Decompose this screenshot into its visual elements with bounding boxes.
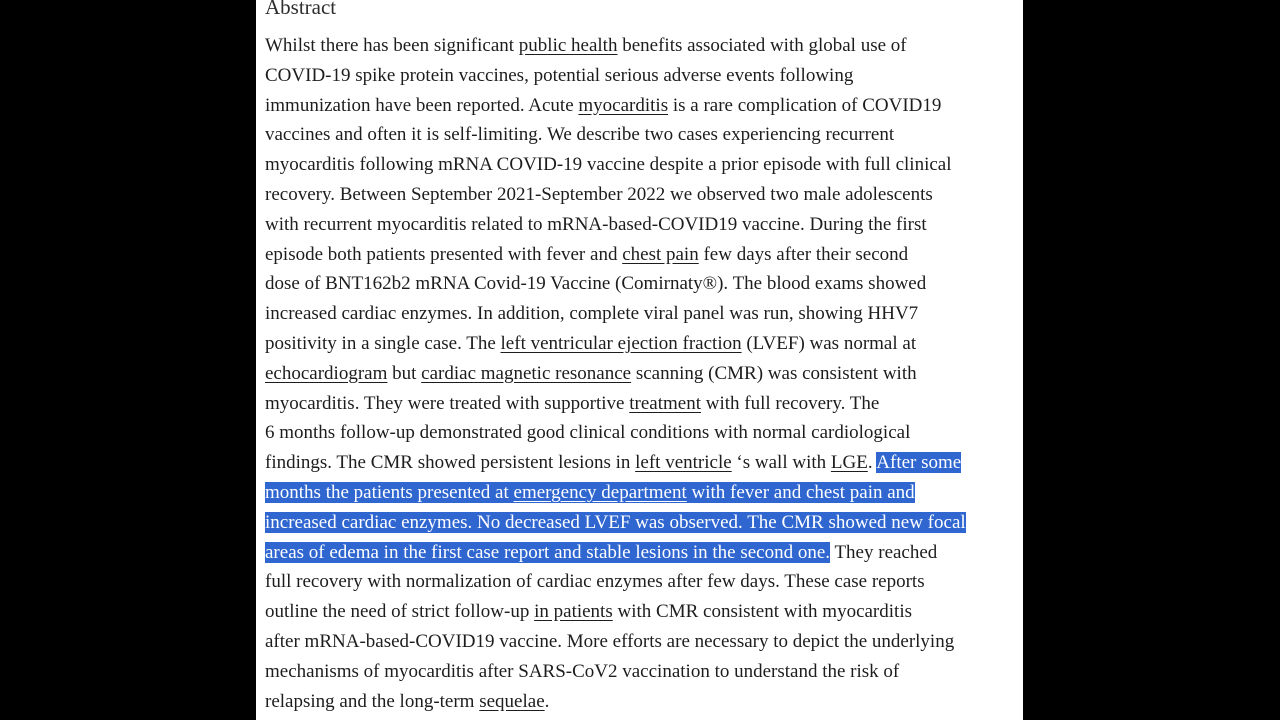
abstract-link[interactable]: treatment [629, 392, 701, 414]
abstract-line [265, 210, 927, 240]
abstract-text: increased cardiac enzymes. No decreased LVEF was observed. The CMR showed new focal [265, 511, 966, 533]
abstract-text: is a rare complication of COVID19 [668, 94, 942, 116]
abstract-text: They reached [830, 541, 938, 563]
abstract-line [265, 91, 941, 121]
abstract-text: with CMR consistent with myocarditis [612, 601, 912, 623]
abstract-text: outline the need of strict follow-up [265, 601, 535, 623]
abstract-text: immunization have been reported. Acute [265, 94, 579, 116]
abstract-text: myocarditis. They were treated with supportive [265, 392, 630, 414]
abstract-line [265, 120, 894, 150]
abstract-text: dose of BNT162b2 mRNA Covid-19 Vaccine (Comirnaty®). The blood exams showed [265, 273, 927, 295]
abstract-link[interactable]: echocardiogram [265, 362, 388, 384]
abstract-link[interactable]: in patients [534, 601, 613, 623]
abstract-text: relapsing and the long-term [265, 690, 480, 712]
abstract-heading: Abstract [265, 0, 337, 19]
abstract-text: recovery. Between September 2021-September 2022 we observed two male adolescents [265, 184, 933, 205]
abstract-link[interactable]: left ventricular ejection fraction [500, 333, 742, 354]
abstract-text: few days after their second [698, 243, 909, 265]
abstract-text: Whilst there has been significant [265, 35, 519, 56]
abstract-text: with fever and chest pain and [686, 482, 915, 503]
abstract-line [265, 627, 954, 657]
abstract-line [265, 299, 918, 329]
abstract-line [265, 240, 908, 270]
abstract-link[interactable]: chest pain [622, 243, 699, 265]
abstract-line [265, 61, 853, 91]
abstract-line [265, 389, 879, 419]
abstract-text: . [867, 452, 877, 474]
abstract-text: findings. The CMR showed persistent lesions in [265, 452, 636, 474]
abstract-line [265, 478, 915, 508]
abstract-line [265, 448, 961, 478]
abstract-line [265, 359, 917, 389]
abstract-text: 6 months follow-up demonstrated good clinical conditions with normal cardiological [265, 422, 911, 444]
abstract-line [265, 538, 937, 568]
abstract-text: (LVEF) was normal at [741, 333, 917, 354]
abstract-line [265, 657, 899, 687]
abstract-text: months the patients presented at [265, 482, 514, 503]
abstract-line [265, 329, 916, 359]
abstract-text: ‘s wall with [731, 452, 831, 474]
abstract-link[interactable]: sequelae [479, 690, 545, 712]
abstract-text: myocarditis following mRNA COVID-19 vaccine despite a prior episode with full clinical [265, 154, 952, 176]
document-page [256, 0, 1023, 720]
abstract-link[interactable]: cardiac magnetic resonance [421, 362, 632, 384]
abstract-line [265, 567, 925, 597]
abstract-text: full recovery with normalization of cardiac enzymes after few days. These case reports [265, 571, 925, 593]
abstract-text: with full recovery. The [701, 392, 880, 414]
abstract-line [265, 687, 549, 717]
abstract-text: vaccines and often it is self-limiting. We describe two cases experiencing recurrent [265, 124, 895, 146]
abstract-line [265, 508, 966, 538]
abstract-text: After some [876, 452, 962, 474]
abstract-line [265, 418, 910, 448]
abstract-text: . [544, 690, 550, 712]
abstract-line [265, 150, 952, 180]
abstract-line [265, 597, 912, 627]
abstract-text: after mRNA-based-COVID19 vaccine. More efforts are necessary to depict the underlying [265, 631, 955, 652]
abstract-text: mechanisms of myocarditis after SARS-CoV2 vaccination to understand the risk of [265, 660, 900, 682]
abstract-text: increased cardiac enzymes. In addition, complete viral panel was run, showing HHV7 [265, 303, 919, 325]
abstract-link[interactable]: myocarditis [578, 94, 669, 116]
abstract-text: areas of edema in the first case report and stable lesions in the second one. [265, 541, 831, 563]
abstract-line [265, 180, 933, 210]
abstract-link[interactable]: left ventricle [635, 452, 732, 474]
abstract-link[interactable]: emergency department [513, 482, 687, 503]
abstract-text: scanning (CMR) was consistent with [631, 362, 917, 384]
abstract-text: benefits associated with global use of [617, 35, 907, 56]
abstract-text: episode both patients presented with fever and [265, 243, 623, 265]
abstract-text: COVID-19 spike protein vaccines, potential serious adverse events following [265, 64, 854, 86]
abstract-text: but [387, 362, 422, 384]
abstract-line [265, 31, 907, 61]
abstract-text: positivity in a single case. The [265, 333, 501, 354]
abstract-link[interactable]: public health [518, 35, 618, 56]
abstract-text: with recurrent myocarditis related to mRNA-based-COVID19 vaccine. During the first [265, 213, 927, 235]
abstract-link[interactable]: LGE [830, 452, 868, 474]
abstract-line [265, 269, 926, 299]
